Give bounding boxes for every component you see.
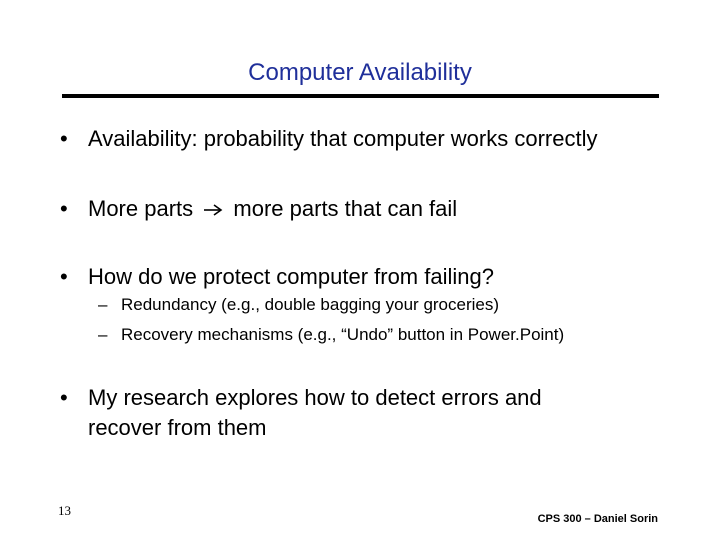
slide-title: Computer Availability [248,59,472,86]
bullet-dot: • [60,196,68,221]
sub-bullet-dash: – [98,325,108,344]
sub-bullet-text: Recovery mechanisms (e.g., “Undo” button in Power.Point) [121,325,565,344]
bullet-text: Availability: probability that computer works correctly [88,126,598,151]
bullet-text-before: More parts [88,196,194,221]
bullet-text: How do we protect computer from failing? [88,264,494,289]
right-arrow-icon [203,195,223,225]
slide-footer: CPS 300 – Daniel Sorin [537,513,658,525]
sub-bullet-text: Redundancy (e.g., double bagging your groceries) [121,295,500,314]
bullet-text-line1: My research explores how to detect errors and [88,385,542,410]
bullet-text-after: more parts that can fail [233,196,458,221]
bullet-dot: • [60,385,68,410]
bullet-dot: • [60,264,68,289]
page-number: 13 [58,503,71,518]
bullet-text-line2: recover from them [88,415,267,440]
bullet-text [88,194,457,225]
title-divider [62,94,659,98]
bullet-dot: • [60,126,68,151]
sub-bullet-dash: – [98,295,108,314]
bullet-text [88,383,542,443]
